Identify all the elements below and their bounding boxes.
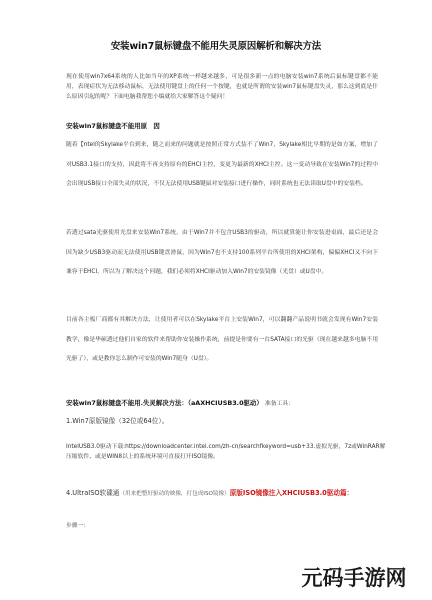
- section-heading-solution: [66, 398, 378, 409]
- document-title: 安装win7鼠标键盘不能用失灵原因解析和解决方法: [110, 41, 322, 52]
- intro-paragraph: 现在使用win7x64系统的人比如当年的XP系统一样越来越多，可是很多新一点的电脑安装win7系统后鼠标键盘都不能用，表现症状为无法移动鼠标，无法使用键盘上的任何一个按键，也就是所谓的安装win7鼠标键盘失灵，那么这到底是什么原因引起的呢？下面电脑我帮您小编就给大家解答这个疑问！: [66, 74, 378, 100]
- tools-note: 准备工具：: [264, 401, 294, 407]
- step-one-label: 步骤一：: [66, 523, 90, 529]
- section-heading-cause: 安装win7鼠标键盘不能用原 因: [66, 122, 160, 130]
- watermark-logo-text: 元码手游网: [301, 566, 407, 590]
- body-paragraph-1: 随着【ntel的Skylake平台到来，随之而来的问题就是按照正常方式装不了Win7，Skylake相比早期的是如方案，增加了对USB3.1接口的支持，因此将不再支持原有的EHCI主控，变更为最新的XHCI主控。这一变动导致在安装Win7的过程中会出现USB接口全部失灵的状况，不仅无法使用USB键鼠对安装接口进行操作，同时系统也无法读取U盘中的安装档。: [66, 142, 378, 187]
- solution-heading-text: 安装win7鼠标键盘不能用.失灵解决方法：（aAXHCIUSB3.0驱动）: [66, 399, 263, 407]
- step-3-text: [66, 488, 386, 499]
- step-3-subnote: （用来把整好驱动的映像，打包成ISO镜像）: [119, 491, 230, 497]
- body-paragraph-3: 目前各主板厂商都有其解决方法，让使用者可以在Skylake平台上安装Win7，可以翻翻产品说明书就会发现有Win7安装教学，像是华硕透过他们自家的软件来帮助你安装操作系统，前提是你要有一台SATA接口的光驱（现在越来越多电脑不用光驱了），或是教你怎么制作可安装的Win7随身（U盘）。: [66, 317, 378, 362]
- step-1-text: 1.Win7原版镜像（32位或64位）。: [66, 417, 169, 425]
- body-paragraph-2: 若透过sata光驱使用光盘来安装Win7系统，由于Win7并不包含USB3的驱动，所以就算能让你安装进桌面，最后还是会因为缺少USB3驱动而无法使用USB键盘滑鼠，因为Win7也不支持100系列平台所使用的XHCI架构，偏偏XHCI又不向下兼容于EHCI，所以为了解决这个问题，我们必须将XHCI驱动加入Win7的安装镜像（光盘）或U盘中。: [66, 230, 378, 275]
- step-2-text: IntelUSB3.0驱动下载:https://downloadcenter.intel.com/zh-cn/searchfkeyword=usb+33.虚拟光驱，7z或WinRAR解压缩软件、或是WIN8以上的系统环境可直接打开ISO镜像。: [66, 444, 386, 460]
- step-3-red-highlight: 原版ISO镜像注入XHCIUSB3.0驱动篇：: [229, 489, 354, 497]
- site-watermark: [290, 564, 418, 592]
- watermark-logo-icon: [290, 564, 418, 592]
- step-3-prefix: 4.UltraISO软碟通: [66, 489, 120, 497]
